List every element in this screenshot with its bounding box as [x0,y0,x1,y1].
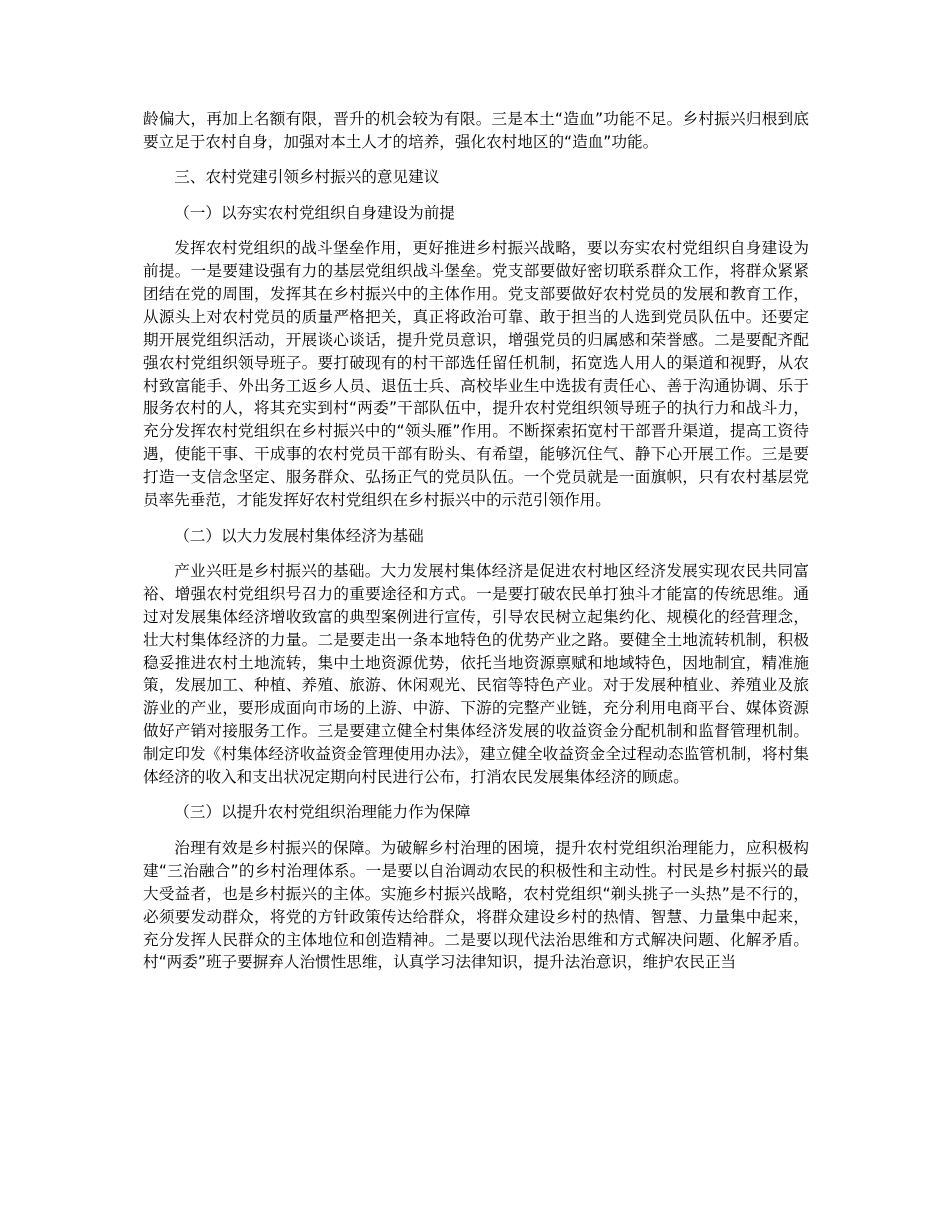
document-page [143,108,809,987]
paragraph-continuation: 龄偏大，再加上名额有限，晋升的机会较为有限。三是本土“造血”功能不足。乡村振兴归根到底要立足于农村自身，加强对本土人才的培养，强化农村地区的“造血”功能。 [143,110,809,151]
paragraph-collective-economy: 产业兴旺是乡村振兴的基础。大力发展村集体经济是促进农村地区经济发展实现农民共同富裕、增强农村党组织号召力的重要途径和方式。一是要打破农民单打独斗才能富的传统思维。通过对发展集体经济增收致富的典型案例进行宣传，引导农民树立起集约化、规模化的经营理念，壮大村集体经济的力量。二是要走出一条本地特色的优势产业之路。要健全土地流转机制，积极稳妥推进农村土地流转，集中土地资源优势，依托当地资源禀赋和地域特色，因地制宜，精准施策，发展加工、种植、养殖、旅游、休闲观光、民宿等特色产业。对于发展种植业、养殖业及旅游业的产业，要形成面向市场的上游、中游、下游的完整产业链，充分利用电商平台、媒体资源做好产销对接服务工作。三是要建立健全村集体经济发展的收益资金分配机制和监督管理机制。制定印发《村集体经济收益资金管理使用办法》，建立健全收益资金全过程动态监管机制，将村集体经济的收入和支出状况定期向村民进行公布，打消农民发展集体经济的顾虑。 [143,561,809,787]
section-heading: 三、农村党建引领乡村振兴的意见建议 [174,168,440,187]
paragraph-party-building: 发挥农村党组织的战斗堡垒作用，更好推进乡村振兴战略，要以夯实农村党组织自身建设为前提。一是要建设强有力的基层党组织战斗堡垒。党支部要做好密切联系群众工作，将群众紧紧团结在党的周围，发挥其在乡村振兴中的主体作用。党支部要做好农村党员的发展和教育工作，从源头上对农村党员的质量严格把关，真正将政治可靠、敢于担当的人选到党员队伍中。还要定期开展党组织活动，开展谈心谈话，提升党员意识，增强党员的归属感和荣誉感。二是要配齐配强农村党组织领导班子。要打破现有的村干部选任留任机制，拓宽选人用人的渠道和视野，从农村致富能手、外出务工返乡人员、退伍士兵、高校毕业生中选拔有责任心、善于沟通协调、乐于服务农村的人，将其充实到村“两委”干部队伍中，提升农村党组织领导班子的执行力和战斗力，充分发挥农村党组织在乡村振兴中的“领头雁”作用。不断探索拓宽村干部晋升渠道，提高工资待遇，使能干事、干成事的农村党员干部有盼头、有希望，能够沉住气、静下心开展工作。三是要打造一支信念坚定、服务群众、弘扬正气的党员队伍。一个党员就是一面旗帜，只有农村基层党员率先垂范，才能发挥好农村党组织在乡村振兴中的示范引领作用。 [143,239,809,510]
subsection-heading-1: （一）以夯实农村党组织自身建设为前提 [174,203,455,222]
subsection-heading-2: （二）以大力发展村集体经济为基础 [174,526,424,545]
subsection-heading-3: （三）以提升农村党组织治理能力作为保障 [174,803,471,822]
paragraph-governance: 治理有效是乡村振兴的保障。为破解乡村治理的困境，提升农村党组织治理能力，应积极构建“三治融合”的乡村治理体系。一是要以自治调动农民的积极性和主动性。村民是乡村振兴的最大受益者，也是乡村振兴的主体。实施乡村振兴战略，农村党组织“剃头挑子一头热”是不行的，必须要发动群众，将党的方针政策传达给群众，将群众建设乡村的热情、智慧、力量集中起来，充分发挥人民群众的主体地位和创造精神。二是要以现代法治思维和方式解决问题、化解矛盾。村“两委”班子要摒弃人治惯性思维，认真学习法律知识，提升法治意识，维护农民正当 [143,838,809,972]
